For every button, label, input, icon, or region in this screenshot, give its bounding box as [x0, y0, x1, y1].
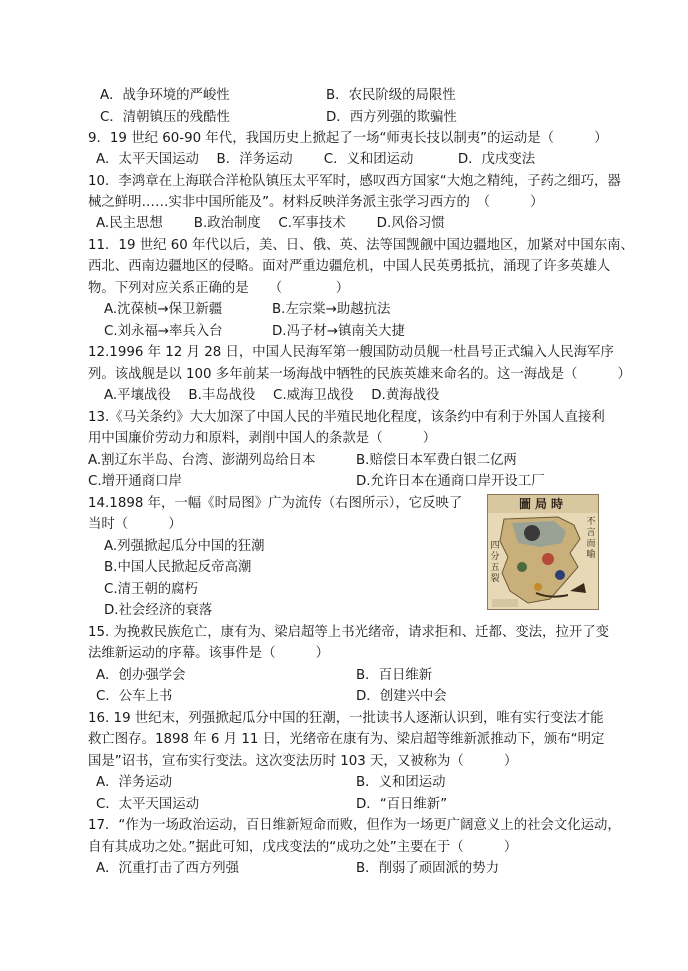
text-line-12-part-1: C.刘永福→率兵入台: [104, 324, 223, 339]
text-line-30: 16. 19 世纪末，列强掀起瓜分中国的狂潮，一批读书人逐渐认识到，唯有实行变法才能: [88, 711, 604, 726]
text-line-2-part-1: C．清朝镇压的残酷性: [100, 110, 230, 125]
text-line-12-part-2: D.冯子材→镇南关大捷: [272, 324, 405, 339]
text-line-33-part-2: B．义和团运动: [356, 775, 446, 790]
text-line-21: 当时（ ）: [88, 517, 182, 532]
text-line-36: 自有其成功之处。”据此可知，戊戌变法的“成功之处”主要在于（ ）: [88, 840, 518, 855]
text-line-35: 17．“作为一场政治运动，百日维新短命而败，但作为一场更广阔意义上的社会文化运动，: [88, 818, 621, 833]
text-line-22: A.列强掀起瓜分中国的狂潮: [104, 539, 265, 554]
text-line-8: 11．19 世纪 60 年代以后，美、日、俄、英、法等国觊觎中国边疆地区，加紧对中国东南、: [88, 238, 634, 253]
text-line-27: 法维新运动的序幕。该事件是（ ）: [88, 646, 330, 661]
text-line-6: 械之鲜明……实非中国所能及”。材料反映洋务派主张学习西方的 （ ）: [88, 195, 544, 210]
text-line-34-part-1: C．太平天国运动: [96, 797, 200, 812]
text-line-37-part-2: B．削弱了顽固派的势力: [356, 861, 500, 876]
text-line-29-part-1: C．公车上书: [96, 689, 173, 704]
text-line-11-part-1: A.沈葆桢→保卫新疆: [104, 302, 223, 317]
text-line-7: A.民主思想 B.政治制度 C.军事技术 D.风俗习惯: [96, 216, 445, 231]
text-line-19-part-2: D.允许日本在通商口岸开设工厂: [356, 474, 545, 489]
text-line-32: 国是”诏书，宣布实行变法。这次变法历时 103 天，又被称为（ ）: [88, 754, 518, 769]
text-line-16: 13.《马关条约》大大加深了中国人民的半殖民地化程度，该条约中有利于外国人直接利: [88, 410, 605, 425]
text-line-11-part-2: B.左宗棠→助越抗法: [272, 302, 391, 317]
text-line-18-part-2: B.赔偿日本军费白银二亿两: [356, 453, 517, 468]
text-line-34-part-2: D．“百日维新”: [356, 797, 448, 812]
text-line-14: 列。该战舰是以 100 多年前某一场海战中牺牲的民族英雄来命名的。这一海战是（ ）: [88, 367, 631, 382]
text-line-17: 用中国廉价劳动力和原料，剥削中国人的条款是（ ）: [88, 431, 437, 446]
text-line-9: 西北、西南边疆地区的侵略。面对严重边疆危机，中国人民英勇抵抗，涌现了许多英雄人: [88, 259, 611, 274]
text-line-37-part-1: A．沉重打击了西方列强: [96, 861, 240, 876]
text-line-4: A．太平天国运动 B．洋务运动 C．义和团运动 D．戊戌变法: [96, 152, 536, 167]
shiju-tu-picture: [487, 494, 599, 610]
text-line-10: 物。下列对应关系正确的是 （ ）: [88, 281, 350, 296]
picture-title: 圖局時: [488, 495, 598, 513]
text-line-24: C.清王朝的腐朽: [104, 582, 198, 597]
text-line-1-part-1: A．战争环境的严峻性: [100, 88, 230, 103]
text-line-26: 15. 为挽救民族危亡，康有为、梁启超等上书光绪帝，请求拒和、迁都、变法，拉开了变: [88, 625, 610, 640]
text-line-33-part-1: A．洋务运动: [96, 775, 173, 790]
text-line-2-part-2: D．西方列强的欺骗性: [326, 110, 457, 125]
text-line-28-part-1: A．创办强学会: [96, 668, 186, 683]
text-line-5: 10．李鸿章在上海联合洋枪队镇压太平军时，感叹西方国家“大炮之精纯，子药之细巧，器: [88, 174, 621, 189]
text-line-23: B.中国人民掀起反帝高潮: [104, 560, 252, 575]
text-line-19-part-1: C.增开通商口岸: [88, 474, 182, 489]
text-line-13: 12.1996 年 12 月 28 日，中国人民海军第一艘国防动员舰一杜昌号正式编入人民海军序: [88, 345, 614, 360]
text-line-28-part-2: B．百日维新: [356, 668, 433, 683]
text-line-18-part-1: A.割辽东半岛、台湾、澎湖列岛给日本: [88, 453, 316, 468]
text-line-15: A.平壤战役 B.丰岛战役 C.威海卫战役 D.黄海战役: [104, 388, 440, 403]
text-line-1-part-2: B．农民阶级的局限性: [326, 88, 456, 103]
map-illustration-icon: [488, 513, 598, 609]
text-line-25: D.社会经济的衰落: [104, 603, 213, 618]
text-line-20: 14.1898 年，一幅《时局图》广为流传（右图所示），它反映了: [88, 496, 463, 511]
picture-side-caption-left: 四分五裂: [490, 541, 500, 584]
text-line-31: 救亡图存。1898 年 6 月 11 日，光绪帝在康有为、梁启超等维新派推动下，颁布“明定: [88, 732, 605, 747]
picture-side-caption-right: 不言而喻: [586, 517, 596, 560]
text-line-29-part-2: D．创建兴中会: [356, 689, 447, 704]
text-line-3: 9．19 世纪 60-90 年代，我国历史上掀起了一场“师夷长技以制夷”的运动是（ ）: [88, 131, 608, 146]
